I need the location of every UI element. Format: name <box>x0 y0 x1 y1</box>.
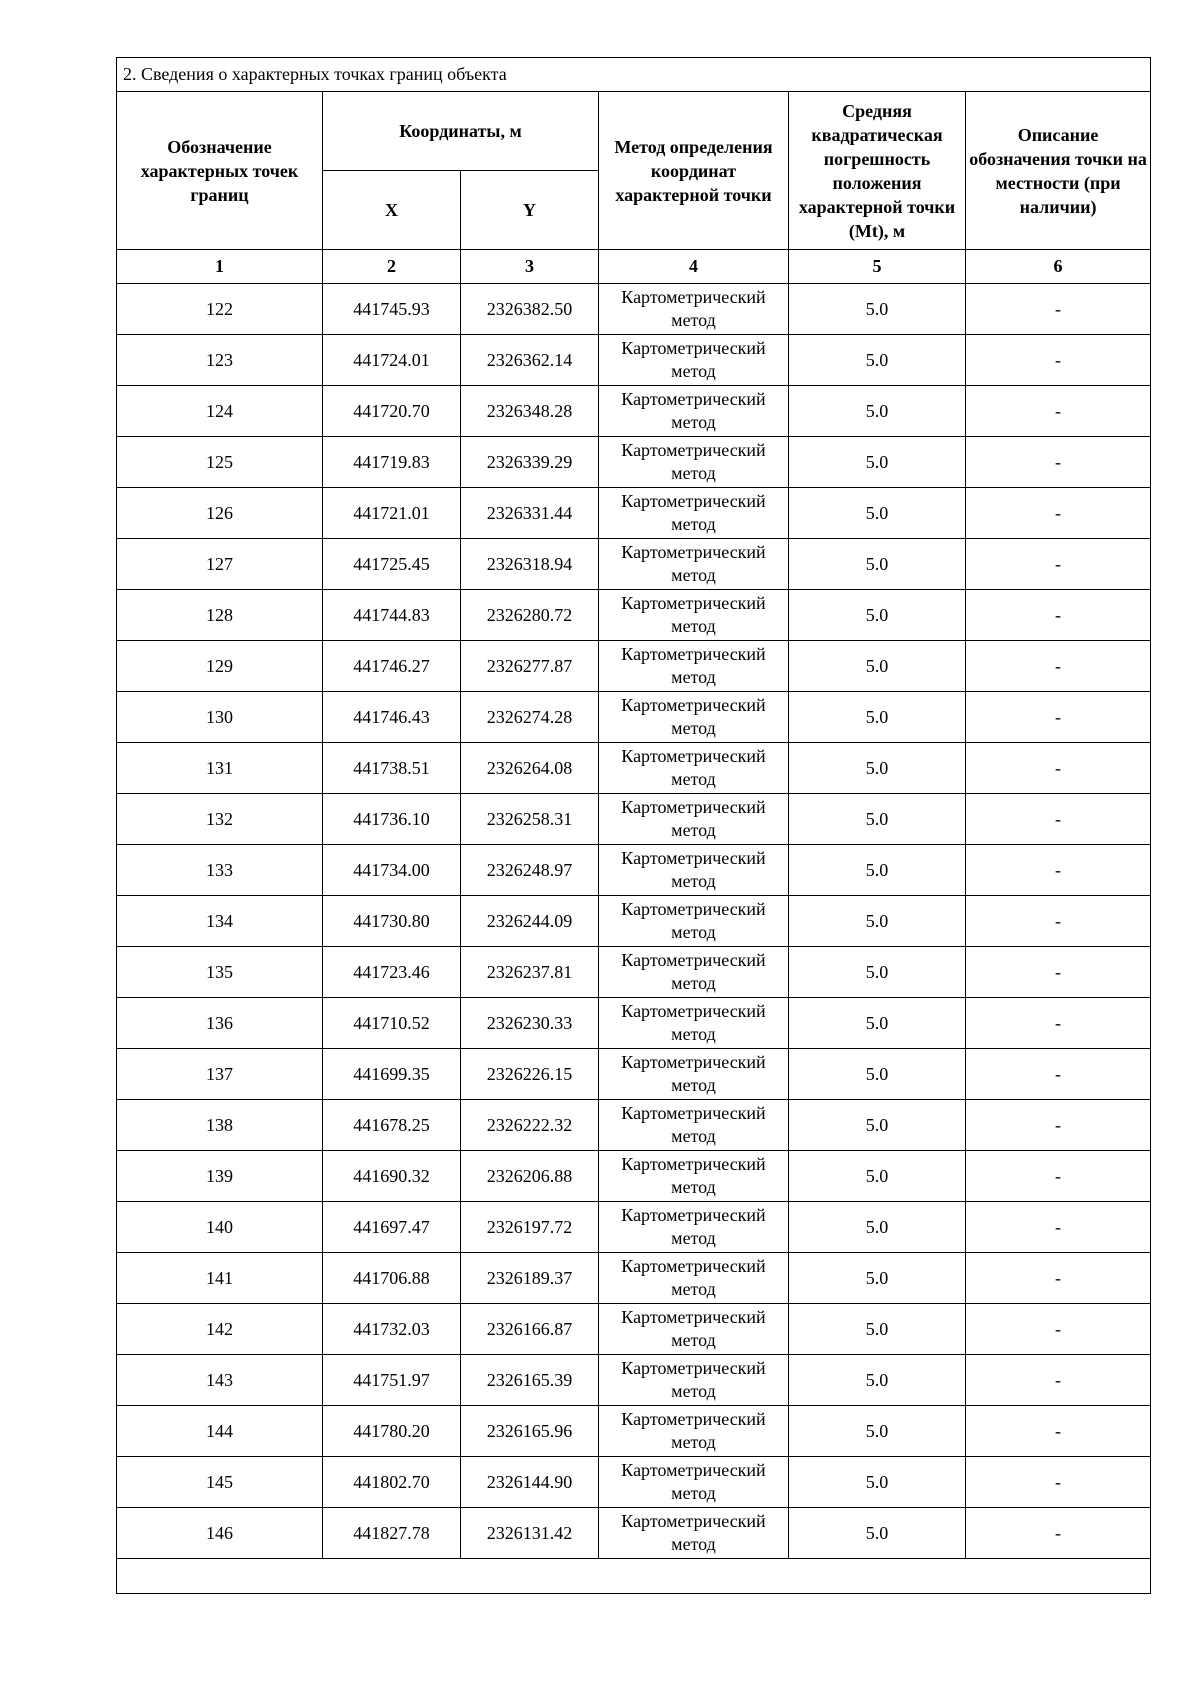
method-cell: Картометрический метод <box>599 1355 789 1406</box>
mean-error-cell: 5.0 <box>789 1253 966 1304</box>
mean-error-cell: 5.0 <box>789 1151 966 1202</box>
coord-x-cell: 441690.32 <box>323 1151 461 1202</box>
coord-y-cell: 2326382.50 <box>461 284 599 335</box>
method-cell: Картометрический метод <box>599 1049 789 1100</box>
method-cell: Картометрический метод <box>599 998 789 1049</box>
table-row <box>117 641 1151 692</box>
column-number: 2 <box>323 250 461 284</box>
coord-y-cell: 2326280.72 <box>461 590 599 641</box>
header-method: Метод определения координат характерной точки <box>599 92 789 250</box>
mean-error-cell: 5.0 <box>789 335 966 386</box>
method-cell: Картометрический метод <box>599 794 789 845</box>
table-row <box>117 1202 1151 1253</box>
table-row <box>117 284 1151 335</box>
coord-x-cell: 441719.83 <box>323 437 461 488</box>
coord-y-cell: 2326244.09 <box>461 896 599 947</box>
coord-x-cell: 441732.03 <box>323 1304 461 1355</box>
coord-x-cell: 441802.70 <box>323 1457 461 1508</box>
point-id-cell: 144 <box>117 1406 323 1457</box>
coord-y-cell: 2326362.14 <box>461 335 599 386</box>
coord-y-cell: 2326165.96 <box>461 1406 599 1457</box>
table-row <box>117 539 1151 590</box>
mean-error-cell: 5.0 <box>789 539 966 590</box>
coord-x-cell: 441745.93 <box>323 284 461 335</box>
description-cell: - <box>966 1508 1151 1559</box>
coord-y-cell: 2326237.81 <box>461 947 599 998</box>
point-id-cell: 145 <box>117 1457 323 1508</box>
point-id-cell: 122 <box>117 284 323 335</box>
point-id-cell: 129 <box>117 641 323 692</box>
table-row <box>117 947 1151 998</box>
coord-x-cell: 441724.01 <box>323 335 461 386</box>
method-cell: Картометрический метод <box>599 743 789 794</box>
coord-x-cell: 441710.52 <box>323 998 461 1049</box>
coord-y-cell: 2326331.44 <box>461 488 599 539</box>
table-row <box>117 1253 1151 1304</box>
table-row <box>117 1355 1151 1406</box>
boundary-points-table <box>116 57 1151 1594</box>
description-cell: - <box>966 845 1151 896</box>
coord-y-cell: 2326277.87 <box>461 641 599 692</box>
coord-x-cell: 441736.10 <box>323 794 461 845</box>
description-cell: - <box>966 896 1151 947</box>
column-number: 6 <box>966 250 1151 284</box>
point-id-cell: 142 <box>117 1304 323 1355</box>
method-cell: Картометрический метод <box>599 947 789 998</box>
table-row <box>117 1100 1151 1151</box>
coord-x-cell: 441744.83 <box>323 590 461 641</box>
mean-error-cell: 5.0 <box>789 1508 966 1559</box>
point-id-cell: 133 <box>117 845 323 896</box>
coord-y-cell: 2326131.42 <box>461 1508 599 1559</box>
coord-x-cell: 441827.78 <box>323 1508 461 1559</box>
coord-x-cell: 441721.01 <box>323 488 461 539</box>
description-cell: - <box>966 692 1151 743</box>
coord-x-cell: 441699.35 <box>323 1049 461 1100</box>
mean-error-cell: 5.0 <box>789 1406 966 1457</box>
coord-y-cell: 2326226.15 <box>461 1049 599 1100</box>
table-row <box>117 386 1151 437</box>
column-number: 4 <box>599 250 789 284</box>
method-cell: Картометрический метод <box>599 1508 789 1559</box>
empty-footer-cell <box>117 1559 1151 1594</box>
column-number-row <box>117 250 1151 284</box>
coord-y-cell: 2326318.94 <box>461 539 599 590</box>
method-cell: Картометрический метод <box>599 590 789 641</box>
coord-x-cell: 441697.47 <box>323 1202 461 1253</box>
coord-y-cell: 2326144.90 <box>461 1457 599 1508</box>
description-cell: - <box>966 1151 1151 1202</box>
header-description: Описание обозначения точки на местности (при наличии) <box>966 92 1151 250</box>
table-row <box>117 896 1151 947</box>
point-id-cell: 124 <box>117 386 323 437</box>
point-id-cell: 138 <box>117 1100 323 1151</box>
coord-x-cell: 441780.20 <box>323 1406 461 1457</box>
column-number: 1 <box>117 250 323 284</box>
mean-error-cell: 5.0 <box>789 1202 966 1253</box>
description-cell: - <box>966 1049 1151 1100</box>
mean-error-cell: 5.0 <box>789 794 966 845</box>
description-cell: - <box>966 1457 1151 1508</box>
point-id-cell: 125 <box>117 437 323 488</box>
table-row <box>117 743 1151 794</box>
method-cell: Картометрический метод <box>599 641 789 692</box>
method-cell: Картометрический метод <box>599 845 789 896</box>
method-cell: Картометрический метод <box>599 1151 789 1202</box>
point-id-cell: 132 <box>117 794 323 845</box>
method-cell: Картометрический метод <box>599 284 789 335</box>
point-id-cell: 134 <box>117 896 323 947</box>
mean-error-cell: 5.0 <box>789 692 966 743</box>
header-mean-error: Средняя квадратическая погрешность положения характерной точки (Mt), м <box>789 92 966 250</box>
coord-y-cell: 2326248.97 <box>461 845 599 896</box>
table-row <box>117 488 1151 539</box>
coord-x-cell: 441734.00 <box>323 845 461 896</box>
mean-error-cell: 5.0 <box>789 896 966 947</box>
point-id-cell: 139 <box>117 1151 323 1202</box>
coord-y-cell: 2326258.31 <box>461 794 599 845</box>
point-id-cell: 130 <box>117 692 323 743</box>
header-y: Y <box>461 171 599 250</box>
section-title: 2. Сведения о характерных точках границ объекта <box>117 58 1151 92</box>
coord-x-cell: 441723.46 <box>323 947 461 998</box>
description-cell: - <box>966 1355 1151 1406</box>
coord-y-cell: 2326264.08 <box>461 743 599 794</box>
table-row <box>117 1304 1151 1355</box>
description-cell: - <box>966 743 1151 794</box>
coord-x-cell: 441725.45 <box>323 539 461 590</box>
column-number: 5 <box>789 250 966 284</box>
coord-y-cell: 2326165.39 <box>461 1355 599 1406</box>
coord-x-cell: 441706.88 <box>323 1253 461 1304</box>
description-cell: - <box>966 1304 1151 1355</box>
point-id-cell: 146 <box>117 1508 323 1559</box>
coord-y-cell: 2326230.33 <box>461 998 599 1049</box>
method-cell: Картометрический метод <box>599 386 789 437</box>
mean-error-cell: 5.0 <box>789 1049 966 1100</box>
mean-error-cell: 5.0 <box>789 284 966 335</box>
method-cell: Картометрический метод <box>599 488 789 539</box>
description-cell: - <box>966 437 1151 488</box>
coord-y-cell: 2326189.37 <box>461 1253 599 1304</box>
description-cell: - <box>966 1406 1151 1457</box>
coord-x-cell: 441738.51 <box>323 743 461 794</box>
coord-y-cell: 2326339.29 <box>461 437 599 488</box>
description-cell: - <box>966 794 1151 845</box>
method-cell: Картометрический метод <box>599 335 789 386</box>
table-row <box>117 590 1151 641</box>
header-x: X <box>323 171 461 250</box>
coord-x-cell: 441751.97 <box>323 1355 461 1406</box>
point-id-cell: 137 <box>117 1049 323 1100</box>
mean-error-cell: 5.0 <box>789 998 966 1049</box>
table-row <box>117 437 1151 488</box>
method-cell: Картометрический метод <box>599 1202 789 1253</box>
coord-x-cell: 441746.27 <box>323 641 461 692</box>
description-cell: - <box>966 335 1151 386</box>
description-cell: - <box>966 284 1151 335</box>
point-id-cell: 128 <box>117 590 323 641</box>
coord-x-cell: 441746.43 <box>323 692 461 743</box>
point-id-cell: 126 <box>117 488 323 539</box>
table-row <box>117 845 1151 896</box>
mean-error-cell: 5.0 <box>789 845 966 896</box>
coord-y-cell: 2326222.32 <box>461 1100 599 1151</box>
table-row <box>117 794 1151 845</box>
mean-error-cell: 5.0 <box>789 641 966 692</box>
point-id-cell: 140 <box>117 1202 323 1253</box>
description-cell: - <box>966 947 1151 998</box>
description-cell: - <box>966 1100 1151 1151</box>
table-row <box>117 1406 1151 1457</box>
coord-y-cell: 2326274.28 <box>461 692 599 743</box>
mean-error-cell: 5.0 <box>789 590 966 641</box>
method-cell: Картометрический метод <box>599 896 789 947</box>
table-row <box>117 692 1151 743</box>
table-row <box>117 1508 1151 1559</box>
method-cell: Картометрический метод <box>599 692 789 743</box>
point-id-cell: 141 <box>117 1253 323 1304</box>
coord-y-cell: 2326206.88 <box>461 1151 599 1202</box>
method-cell: Картометрический метод <box>599 1304 789 1355</box>
coord-y-cell: 2326197.72 <box>461 1202 599 1253</box>
coord-y-cell: 2326166.87 <box>461 1304 599 1355</box>
coord-y-cell: 2326348.28 <box>461 386 599 437</box>
mean-error-cell: 5.0 <box>789 437 966 488</box>
description-cell: - <box>966 539 1151 590</box>
description-cell: - <box>966 1253 1151 1304</box>
mean-error-cell: 5.0 <box>789 488 966 539</box>
table-row <box>117 1049 1151 1100</box>
coord-x-cell: 441730.80 <box>323 896 461 947</box>
mean-error-cell: 5.0 <box>789 743 966 794</box>
description-cell: - <box>966 488 1151 539</box>
point-id-cell: 131 <box>117 743 323 794</box>
header-coordinates: Координаты, м <box>323 92 599 171</box>
point-id-cell: 135 <box>117 947 323 998</box>
description-cell: - <box>966 998 1151 1049</box>
description-cell: - <box>966 590 1151 641</box>
mean-error-cell: 5.0 <box>789 1355 966 1406</box>
coord-x-cell: 441678.25 <box>323 1100 461 1151</box>
table-row <box>117 1151 1151 1202</box>
method-cell: Картометрический метод <box>599 1253 789 1304</box>
mean-error-cell: 5.0 <box>789 1457 966 1508</box>
description-cell: - <box>966 1202 1151 1253</box>
table-row <box>117 335 1151 386</box>
point-id-cell: 127 <box>117 539 323 590</box>
method-cell: Картометрический метод <box>599 1457 789 1508</box>
coord-x-cell: 441720.70 <box>323 386 461 437</box>
method-cell: Картометрический метод <box>599 437 789 488</box>
point-id-cell: 123 <box>117 335 323 386</box>
table-row <box>117 998 1151 1049</box>
mean-error-cell: 5.0 <box>789 386 966 437</box>
table-row <box>117 1457 1151 1508</box>
mean-error-cell: 5.0 <box>789 1100 966 1151</box>
method-cell: Картометрический метод <box>599 1406 789 1457</box>
method-cell: Картометрический метод <box>599 1100 789 1151</box>
table-footer-row <box>117 1559 1151 1594</box>
point-id-cell: 136 <box>117 998 323 1049</box>
mean-error-cell: 5.0 <box>789 947 966 998</box>
method-cell: Картометрический метод <box>599 539 789 590</box>
column-number: 3 <box>461 250 599 284</box>
table-body <box>117 284 1151 1559</box>
header-point-designation: Обозначение характерных точек границ <box>117 92 323 250</box>
description-cell: - <box>966 386 1151 437</box>
point-id-cell: 143 <box>117 1355 323 1406</box>
mean-error-cell: 5.0 <box>789 1304 966 1355</box>
description-cell: - <box>966 641 1151 692</box>
